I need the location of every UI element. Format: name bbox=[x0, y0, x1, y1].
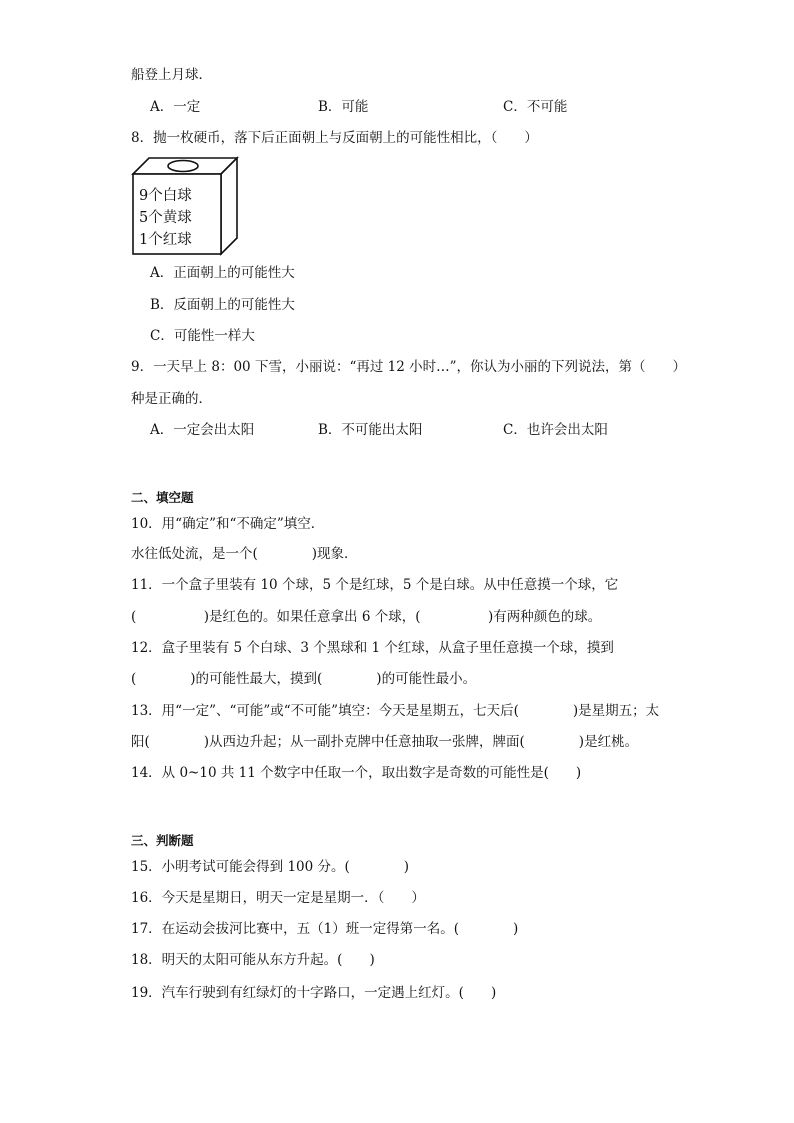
q10-line1: 10．用“确定”和“不确定”填空． bbox=[131, 516, 325, 532]
q9-option-a: A．一定会出太阳 bbox=[150, 422, 255, 438]
q8-option-c: C．可能性一样大 bbox=[150, 328, 255, 344]
q12-line1: 12．盒子里装有 5 个白球、3 个黑球和 1 个红球，从盒子里任意摸一个球，摸到 bbox=[131, 640, 614, 656]
q13-line1: 13．用“一定”、“可能”或“不可能”填空：今天是星期五，七天后( )是星期五；太 bbox=[131, 703, 660, 719]
box-side-face bbox=[221, 158, 237, 254]
q11-line2: ( )是红色的。如果任意拿出 6 个球，( )有两种颜色的球。 bbox=[131, 609, 602, 625]
q7-stem-tail: 船登上月球． bbox=[131, 67, 212, 83]
q7-option-a: A．一定 bbox=[150, 99, 201, 115]
q14-line1: 14．从 0~10 共 11 个数字中任取一个，取出数字是奇数的可能性是( ) bbox=[131, 765, 582, 781]
q8-option-b: B．反面朝上的可能性大 bbox=[150, 297, 295, 313]
q17-line: 17．在运动会拔河比赛中，五（1）班一定得第一名。( ) bbox=[131, 921, 519, 937]
q7-option-b: B．可能 bbox=[318, 99, 369, 115]
q7-option-c: C．不可能 bbox=[503, 99, 568, 115]
q9-option-b: B．不可能出太阳 bbox=[318, 422, 423, 438]
q8-option-a: A．正面朝上的可能性大 bbox=[150, 265, 295, 281]
q11-line1: 11．一个盒子里装有 10 个球，5 个是红球，5 个是白球。从中任意摸一个球，它 bbox=[131, 577, 619, 593]
q10-line2: 水往低处流，是一个( )现象． bbox=[131, 546, 358, 562]
ball-box-figure bbox=[131, 156, 239, 258]
q12-line2: ( )的可能性最大，摸到( )的可能性最小。 bbox=[131, 671, 477, 687]
box-label-white: 9个白球 bbox=[139, 188, 192, 204]
q18-line: 18．明天的太阳可能从东方升起。( ) bbox=[131, 952, 375, 968]
box-opening-hole bbox=[168, 161, 198, 172]
q19-line: 19．汽车行驶到有红绿灯的十字路口，一定遇上红灯。( ) bbox=[131, 985, 497, 1001]
q9-option-c: C．也许会出太阳 bbox=[503, 422, 608, 438]
box-label-yellow: 5个黄球 bbox=[139, 210, 192, 226]
section3-title: 三、判断题 bbox=[131, 833, 194, 848]
q9-stem-line1: 9．一天早上 8：00 下雪，小丽说：“再过 12 小时…”，你认为小丽的下列说法，第（ ） bbox=[131, 359, 687, 375]
q9-stem-line2: 种是正确的． bbox=[131, 391, 212, 407]
q8-stem: 8．抛一枚硬币，落下后正面朝上与反面朝上的可能性相比，（ ） bbox=[131, 130, 538, 146]
q15-line: 15．小明考试可能会得到 100 分。( ) bbox=[131, 859, 410, 875]
section2-title: 二、填空题 bbox=[131, 490, 194, 505]
q13-line2: 阳( )从西边升起；从一副扑克牌中任意抽取一张牌，牌面( )是红桃。 bbox=[131, 734, 639, 750]
box-label-red: 1个红球 bbox=[139, 232, 192, 248]
q16-line: 16．今天是星期日，明天一定是星期一．（ ） bbox=[131, 890, 425, 906]
